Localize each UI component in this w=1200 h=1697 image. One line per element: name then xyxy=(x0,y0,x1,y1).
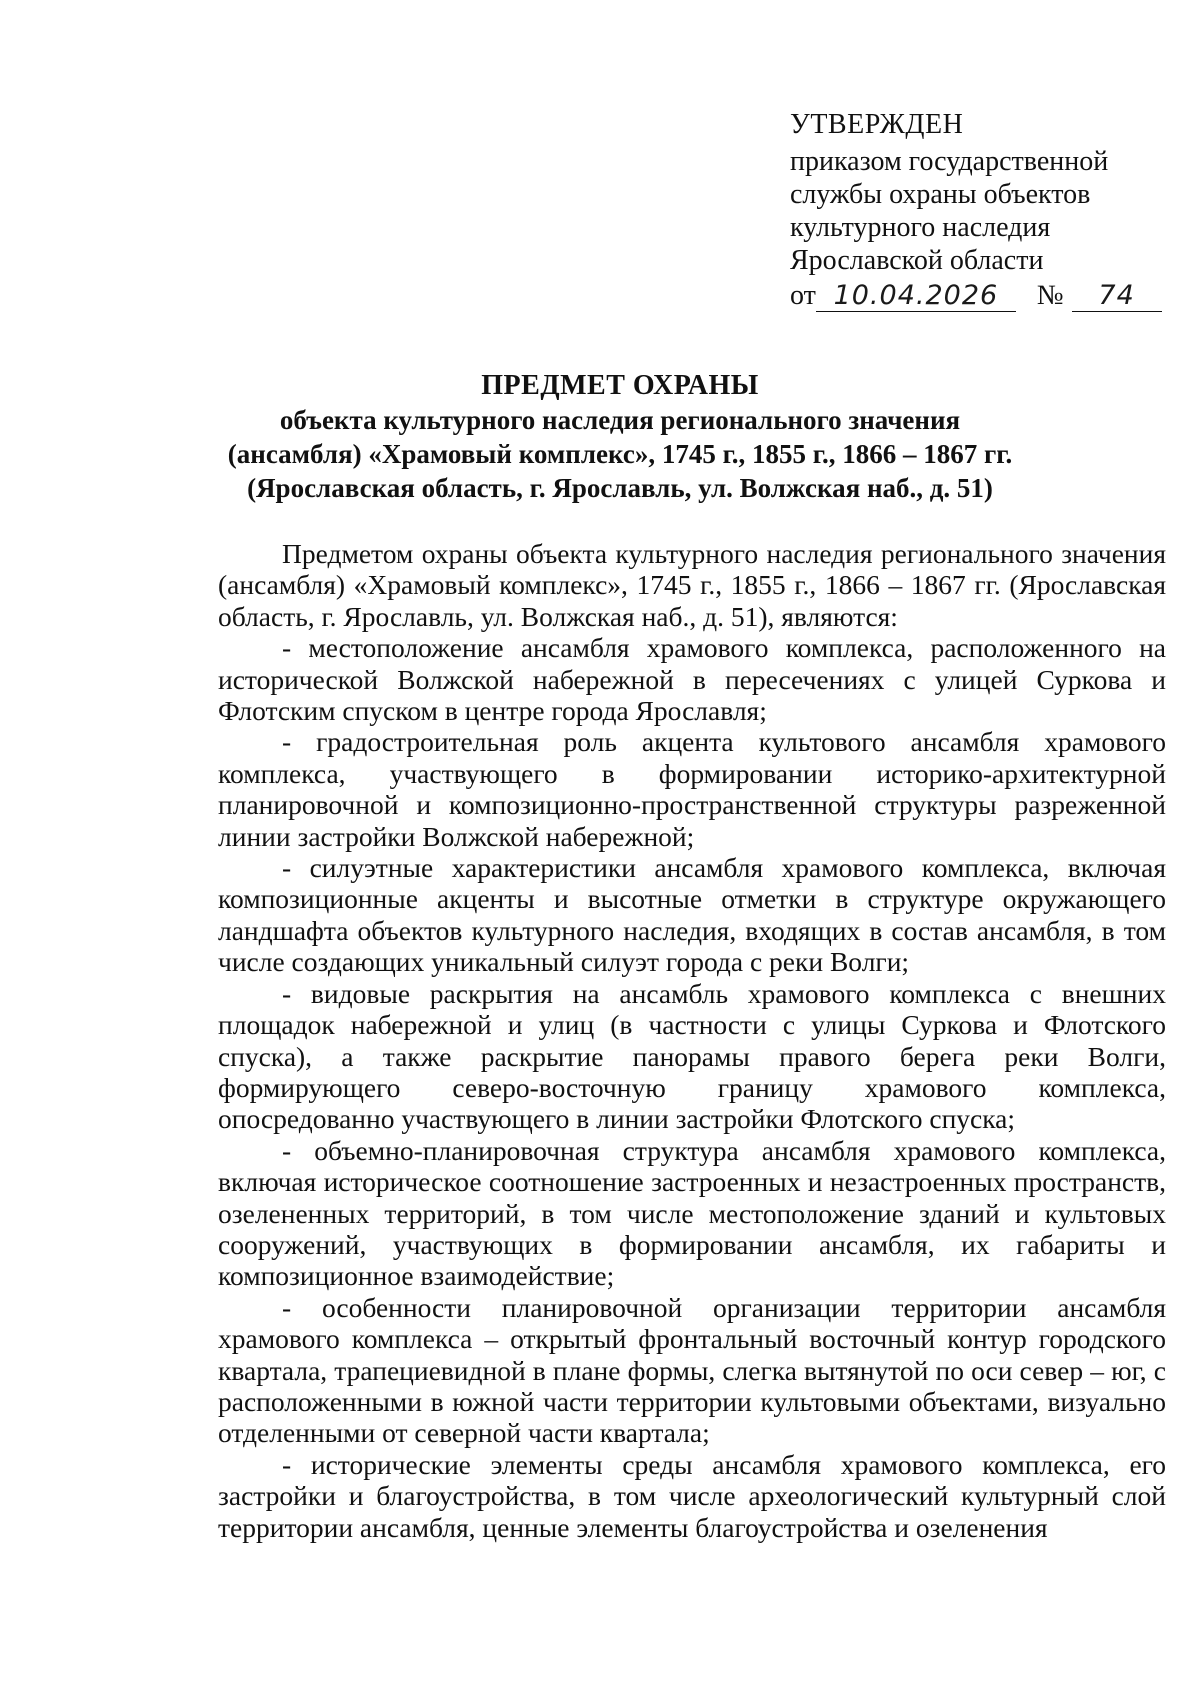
approval-line: службы охраны объектов xyxy=(790,179,1091,210)
list-item: - силуэтные характеристики ансамбля храмового комплекса, включая композиционные акценты и высотные отметки в структуре окружающего ландшафта объектов культурного наследия, входящих в состав ансамбля, в том числе создающих уникальный силуэт города с реки Волги; xyxy=(218,852,1166,978)
list-item: - видовые раскрытия на ансамбль храмового комплекса с внешних площадок набережной и улиц (в частности с улицы Суркова и Флотского спуска), а также раскрытие панорамы правого берега реки Волги, формирующего северо-восточную границу храмового комплекса, опосредованно участвующего в линии застройки Флотского спуска; xyxy=(218,977,1166,1135)
list-item: - объемно-планировочная структура ансамбля храмового комплекса, включая историческое соотношение застроенных и незастроенных пространств, озелененных территорий, в том числе местоположение зданий и культовых сооружений, участвующих в формировании ансамбля, их габариты и композиционное взаимодействие; xyxy=(218,1134,1166,1292)
list-item: - градостроительная роль акцента культового ансамбля храмового комплекса, участвующего в формировании историко-архитектурной планировочной и композиционно-пространственной структуры разреженной линии застройки Волжской набережной; xyxy=(218,726,1166,852)
handwritten-date: 10.04.2026 xyxy=(833,280,999,311)
intro-paragraph: Предметом охраны объекта культурного наследия регионального значения (ансамбля) «Храмовый комплекс», 1745 г., 1855 г., 1866 – 1867 гг. (Ярославская область, г. Ярославль, ул. Волжская наб., д. 51), являются: xyxy=(218,538,1166,632)
title-line: (Ярославская область, г. Ярославль, ул. Волжская наб., д. 51) xyxy=(247,473,993,503)
approval-heading: УТВЕРЖДЕН xyxy=(790,109,964,140)
title-line: объекта культурного наследия регионального значения xyxy=(279,405,961,435)
approval-line: культурного наследия xyxy=(790,212,1051,243)
list-item: - местоположение ансамбля храмового комплекса, расположенного на исторической Волжской набережной в пересечениях с улицей Суркова и Флотским спуском в центре города Ярославля; xyxy=(218,632,1166,727)
title-line: (ансамбля) «Храмовый комплекс», 1745 г., 1855 г., 1866 – 1867 гг. xyxy=(227,439,1013,469)
number-prefix: № xyxy=(1036,280,1064,311)
number-blank xyxy=(1072,281,1162,312)
date-prefix: от xyxy=(790,280,816,311)
handwritten-number: 74 xyxy=(1098,280,1135,311)
approval-line: Ярославской области xyxy=(790,245,1044,276)
approval-stamp xyxy=(790,108,1160,319)
approval-date-number xyxy=(790,279,1160,319)
document-title xyxy=(120,369,1120,505)
date-blank xyxy=(816,281,1016,312)
title-main: ПРЕДМЕТ ОХРАНЫ xyxy=(481,370,759,401)
list-item: - особенности планировочной организации территории ансамбля храмового комплекса – открытый фронтальный восточный контур городского квартала, трапециевидной в плане формы, слегка вытянутой по оси север – юг, с расположенными в южной части территории культовыми объектами, визуально отделенными от северной части квартала; xyxy=(218,1291,1166,1449)
list-item: - исторические элементы среды ансамбля храмового комплекса, его застройки и благоустройства, в том числе археологический культурный слой территории ансамбля, ценные элементы благоустройства и озеленения xyxy=(218,1448,1166,1543)
approval-line: приказом государственной xyxy=(790,146,1109,177)
document-body xyxy=(218,538,1166,1543)
